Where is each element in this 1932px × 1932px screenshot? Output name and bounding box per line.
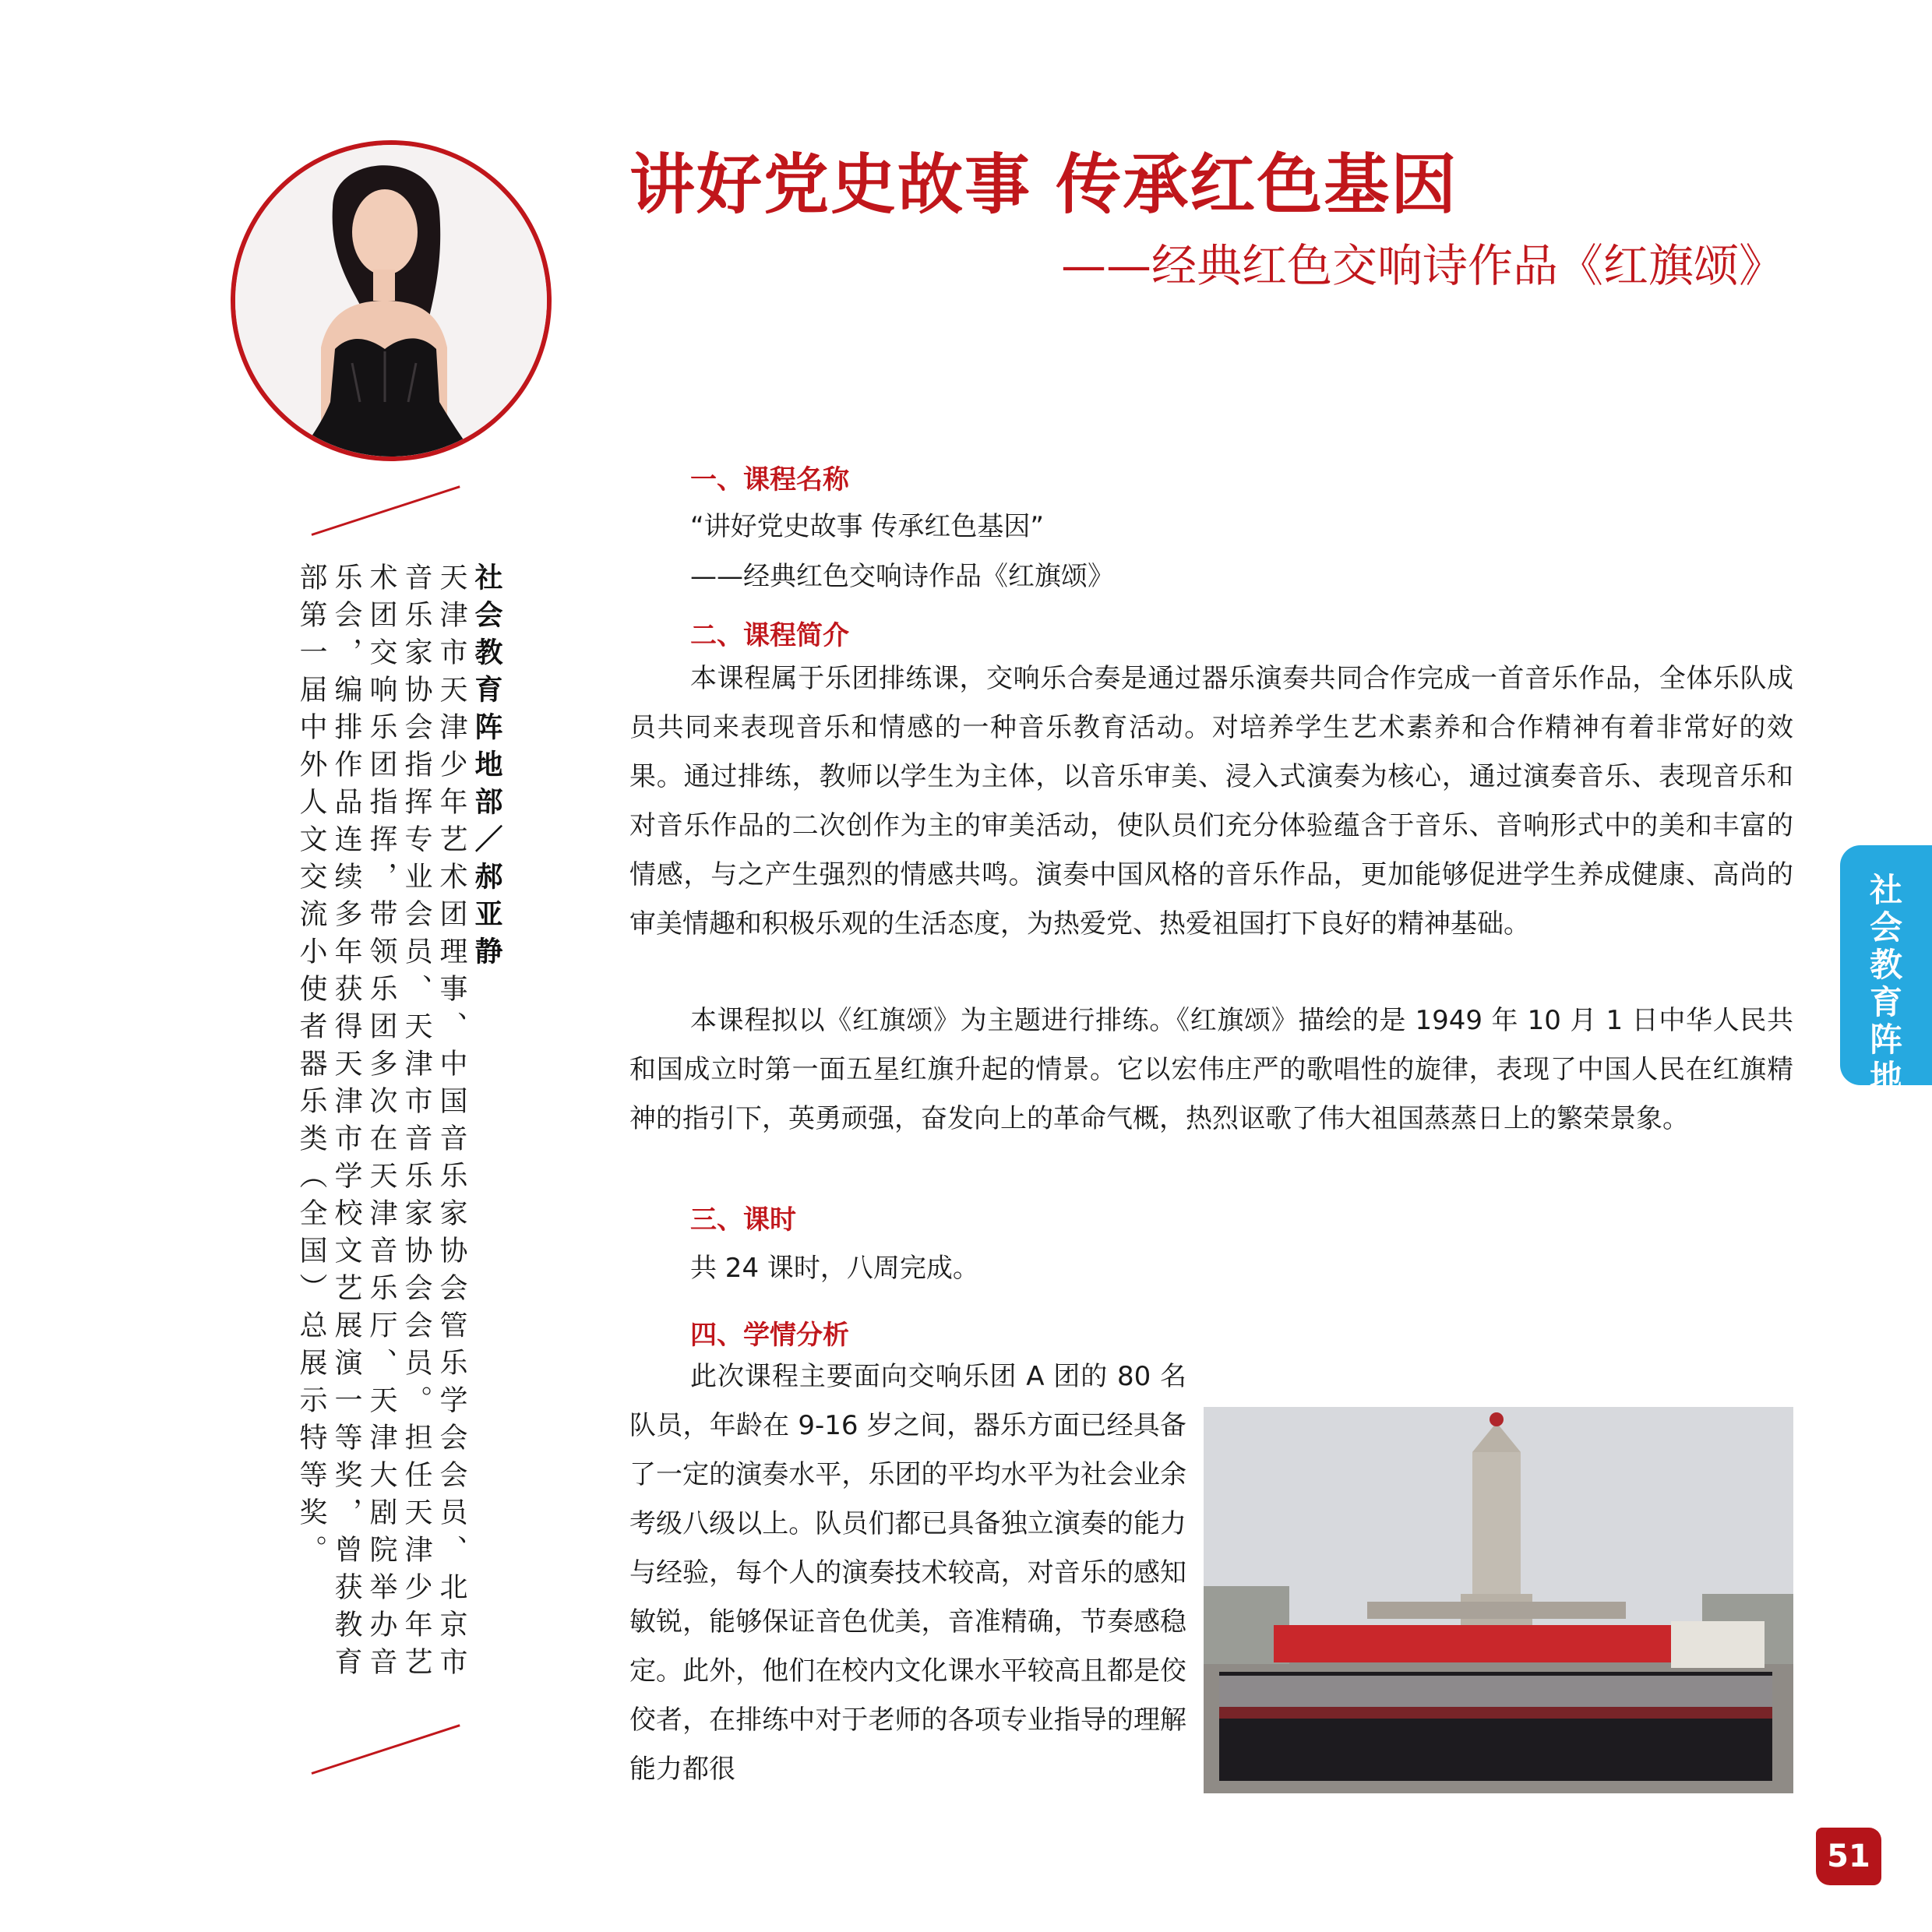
portrait-illustration <box>235 145 547 457</box>
section-side-tab <box>1840 845 1932 1096</box>
photo-illustration <box>1204 1407 1793 1793</box>
bio-column-4: 乐会，编排作品连续多年获得天津市学校文艺展演一等奖，曾获教育 <box>330 562 362 1684</box>
bio-column-2: 音乐家协会指挥专业会员、天津市音乐家协会会员。担任天津少年艺 <box>400 562 432 1684</box>
course-name-line-2: ——经典红色交响诗作品《红旗颂》 <box>690 561 1114 592</box>
class-hours-line: 共 24 课时，八周完成。 <box>690 1253 979 1284</box>
side-tab-label: 社会教育阵地 <box>1869 871 1902 1096</box>
section-heading-class-hours: 三、课时 <box>690 1204 796 1236</box>
section-heading-course-intro: 二、课程简介 <box>690 620 849 651</box>
article-subtitle: ——经典红色交响诗作品《红旗颂》 <box>1060 239 1784 292</box>
divider-top <box>312 485 460 536</box>
page-number: 51 <box>1816 1828 1881 1885</box>
course-intro-paragraph-2: 本课程拟以《红旗颂》为主题进行排练。《红旗颂》描绘的是 1949 年 10 月 1 日中华人民共和国成立时第一面五星红旗升起的情景。它以宏伟庄严的歌唱性的旋律，表现了中国人民在红旗精神的指引下，英勇顽强，奋发向上的革命气概，热烈讴歌了伟大祖国蒸蒸日上的繁荣景象。 <box>629 1005 1793 1134</box>
student-analysis-paragraph: 此次课程主要面向交响乐团 A 团的 80 名队员，年龄在 9-16 岁之间，器乐方面已经具备了一定的演奏水平，乐团的平均水平为社会业余考级八级以上。队员们都已具备独立演奏的能力与经验，每个人的演奏技术较高，对音乐的感知敏锐，能够保证音色优美，音准精确，节奏感稳定。此外，他们在校内文化课水平较高且都是佼佼者，在排练中对于老师的各项专业指导的理解能力都很 <box>629 1361 1186 1785</box>
bio-column-1: 天津市天津少年艺术团理事、中国音乐家协会管乐学会会员、北京市 <box>435 562 467 1684</box>
author-column: 社会教育阵地部／郝亚静 <box>471 562 502 974</box>
divider-bottom <box>312 1724 460 1775</box>
section-heading-student-analysis: 四、学情分析 <box>690 1320 849 1351</box>
bio-column-3: 术团交响乐团指挥，带领乐团多次在天津音乐厅、天津大剧院举办音 <box>365 562 397 1684</box>
bio-column-5: 部第一届中外人文交流小使者器乐类（全国）总展示特等奖。 <box>295 562 327 1572</box>
course-name-line-1: “讲好党史故事 传承红色基因” <box>690 511 1045 542</box>
article-title: 讲好党史故事 传承红色基因 <box>629 146 1458 223</box>
course-intro-paragraph-1: 本课程属于乐团排练课，交响乐合奏是通过器乐演奏共同合作完成一首音乐作品，全体乐队成员共同来表现音乐和情感的一种音乐教育活动。对培养学生艺术素养和合作精神有着非常好的效果。通过排练，教师以学生为主体，以音乐审美、浸入式演奏为核心，通过演奏音乐、表现音乐和对音乐作品的二次创作为主的审美活动，使队员们充分体验蕴含于音乐、音响形式中的美和丰富的情感，与之产生强烈的情感共鸣。演奏中国风格的音乐作品，更加能够促进学生养成健康、高尚的审美情趣和积极乐观的生活态度，为热爱党、热爱祖国打下良好的精神基础。 <box>629 663 1793 940</box>
author-portrait <box>231 140 552 461</box>
section-heading-course-name: 一、课程名称 <box>690 464 849 495</box>
orchestra-group-photo <box>1204 1407 1793 1793</box>
